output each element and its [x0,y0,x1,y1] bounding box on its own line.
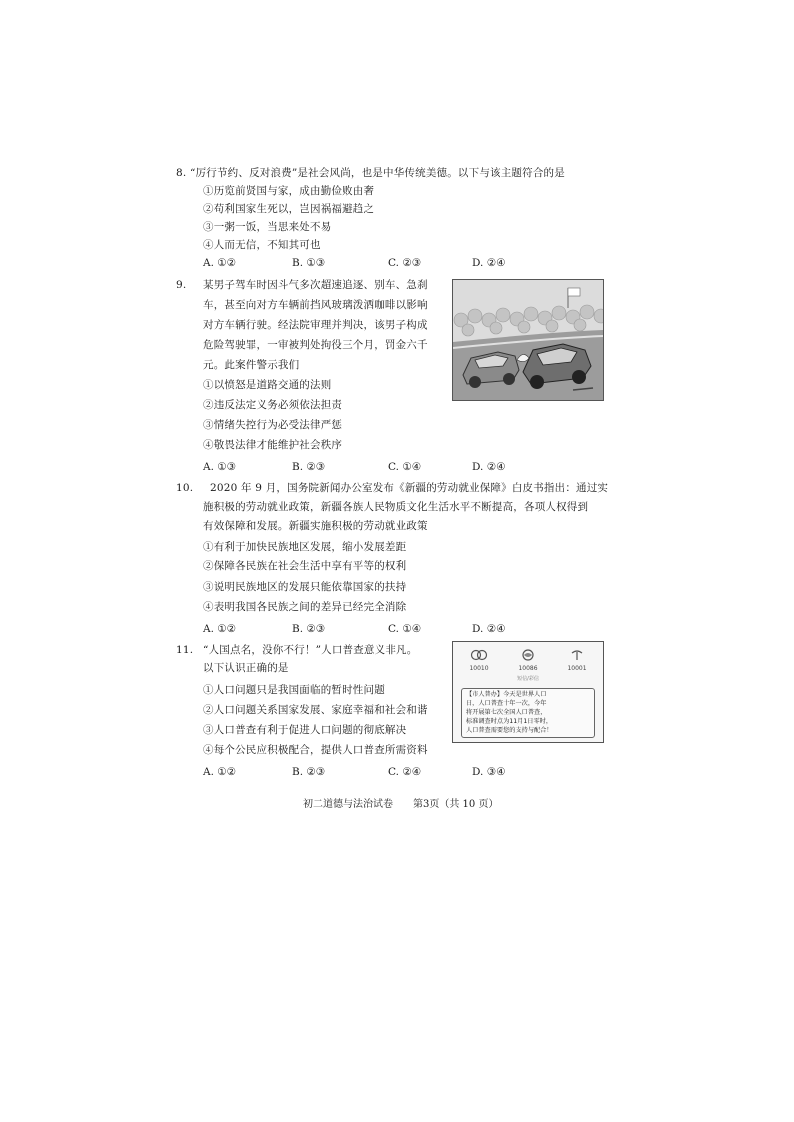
q9-stem-line-5: 元。此案件警示我们 [203,359,300,371]
q11-item-4: ④每个公民应积极配合，提供人口普查所需资料 [203,744,428,756]
q9-item-3: ③情绪失控行为必受法律严惩 [203,419,343,431]
q11-number: 11. [176,644,194,656]
q10-item-2: ②保障各民族在社会生活中享有平等的权利 [203,560,407,572]
sms-line-5: 人口普查需要您的支持与配合！ [466,727,553,734]
q11-item-2: ②人口问题关系国家发展、家庭幸福和社会和谐 [203,704,428,716]
q9-stem-line-2: 车，甚至向对方车辆前挡风玻璃泼洒咖啡以影响 [203,299,428,311]
telecom-logo-icon [570,649,584,661]
q10-item-1: ①有利于加快民族地区发展，缩小发展差距 [203,541,407,553]
q8-stem: “厉行节约、反对浪费”是社会风尚，也是中华传统美德。以下与该主题符合的是 [190,167,565,179]
q8-item-1: ①历览前贤国与家，成由勤俭败由奢 [203,185,375,197]
q8-item-4: ④人而无信，不知其可也 [203,239,321,251]
q9-item-2: ②违反法定义务必须依法担责 [203,399,343,411]
carrier-row [453,646,603,674]
q9-option-b: B. ②③ [292,461,326,473]
q10-option-c: C. ①④ [388,623,422,635]
q10-stem-line-1: 2020 年 9 月，国务院新闻办公室发布《新疆的劳动就业保障》白皮书指出：通过实 [210,482,609,494]
census-sms-figure [452,641,604,743]
q10-option-b: B. ②③ [292,623,326,635]
q11-item-1: ①人口问题只是我国面临的暂时性问题 [203,684,385,696]
q9-stem-line-1: 某男子驾车时因斗气多次超速追逐、别车、急刹 [203,279,428,291]
carrier-unicom [459,646,499,672]
q11-stem-line-2: 以下认识正确的是 [203,662,289,674]
q11-option-b: B. ②③ [292,766,326,778]
sms-line-4: 标准调查时点为11月1日零时， [466,718,553,725]
q9-stem-line-3: 对方车辆行驶。经法院审理并判决，该男子构成 [203,319,428,331]
carrier-mobile [508,646,548,672]
unicom-logo-icon [470,649,488,661]
sms-header: 短信/彩信 [517,676,539,682]
q9-stem-line-4: 危险驾驶罪，一审被判处拘役三个月，罚金六千 [203,339,428,351]
q9-item-1: ①以愤怒是道路交通的法则 [203,379,332,391]
sms-message-bubble [461,688,595,738]
carrier-telecom-number: 10001 [567,665,587,672]
mobile-logo-icon [521,649,535,661]
q8-option-c: C. ②③ [388,257,422,269]
sms-line-2: 日，人口普查十年一次，今年 [466,700,547,707]
q10-stem-line-2: 施积极的劳动就业政策，新疆各族人民物质文化生活水平不断提高，各项人权得到 [203,501,589,513]
q8-number: 8. [176,167,187,179]
page-footer: 初二道德与法治试卷 第3页（共 10 页） [303,799,499,810]
road-rage-cars-image [453,280,603,400]
q11-option-d: D. ③④ [472,766,506,778]
q10-item-4: ④表明我国各民族之间的差异已经完全消除 [203,601,407,613]
road-rage-illustration [452,279,604,401]
q10-option-d: D. ②④ [472,623,506,635]
q8-option-a: A. ①② [203,257,237,269]
carrier-unicom-number: 10010 [469,665,489,672]
carrier-telecom [557,646,597,672]
q10-number: 10. [176,482,194,494]
q11-item-3: ③人口普查有利于促进人口问题的彻底解决 [203,724,407,736]
q8-item-2: ②苟利国家生死以，岂因祸福避趋之 [203,203,375,215]
q8-option-b: B. ①③ [292,257,326,269]
carrier-mobile-number: 10086 [518,665,538,672]
q9-option-c: C. ①④ [388,461,422,473]
sms-line-1: 【市人普办】今天是世界人口 [466,691,547,698]
q11-option-a: A. ①② [203,766,237,778]
q11-stem-line-1: “人国点名，没你不行！”人口普查意义非凡。 [203,644,418,656]
q10-stem-line-3: 有效保障和发展。新疆实施积极的劳动就业政策 [203,520,428,532]
q8-option-d: D. ②④ [472,257,506,269]
q9-option-a: A. ①③ [203,461,237,473]
q9-number: 9. [176,279,187,291]
q10-item-3: ③说明民族地区的发展只能依靠国家的扶持 [203,581,407,593]
q9-option-d: D. ②④ [472,461,506,473]
q11-option-c: C. ②④ [388,766,422,778]
q8-item-3: ③一粥一饭，当思来处不易 [203,221,332,233]
q9-item-4: ④敬畏法律才能维护社会秩序 [203,439,343,451]
sms-line-3: 将开展第七次全国人口普查， [466,709,547,716]
q10-option-a: A. ①② [203,623,237,635]
